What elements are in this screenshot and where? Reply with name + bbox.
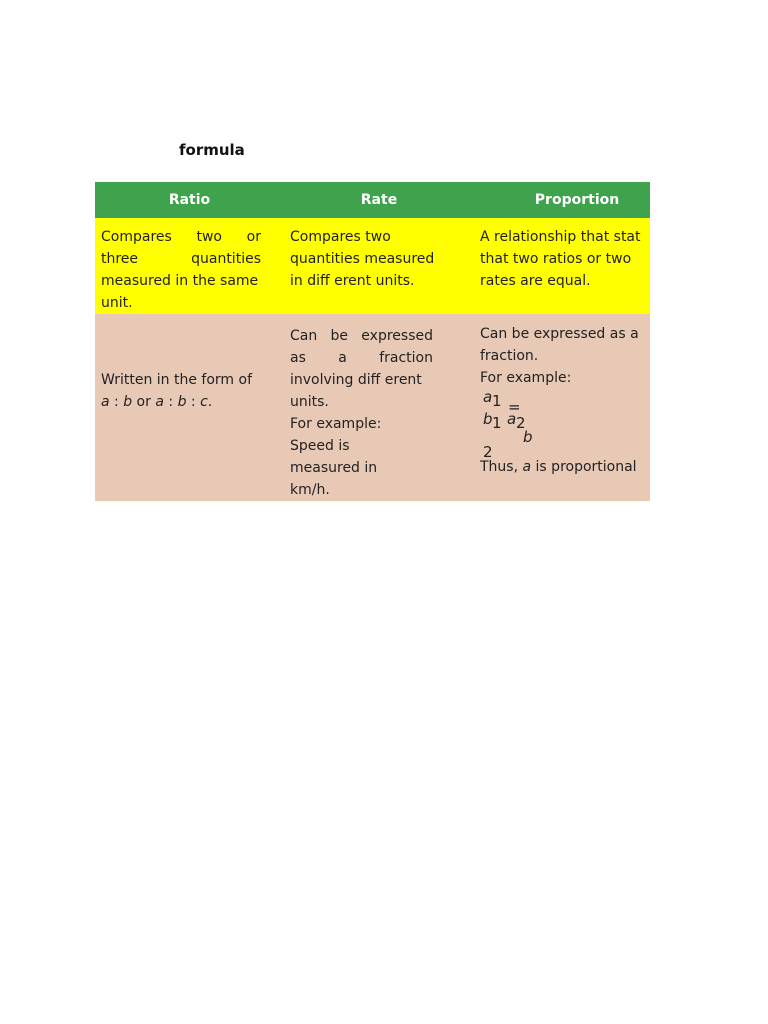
row2-rate-line3: involving diff erent — [290, 372, 422, 388]
word: or — [246, 229, 261, 245]
row2-rate-line6: Speed is — [290, 438, 350, 454]
colon: : — [163, 394, 178, 410]
comparison-table — [95, 182, 650, 501]
header-proportion-label: Proportion — [534, 192, 620, 208]
row2-proportion-text — [480, 323, 650, 389]
row1-proportion-text — [480, 226, 650, 292]
row2-rate-line5: For example: — [290, 416, 382, 432]
header-ratio: Ratio — [95, 182, 284, 218]
row2-rate-line7: measured in — [290, 460, 378, 476]
header-proportion — [474, 182, 650, 218]
row1-ratio-line1 — [101, 226, 261, 248]
word: fraction — [379, 350, 433, 366]
row1-prop-line2: that two ratios or two — [480, 251, 632, 267]
word: be — [330, 328, 349, 344]
period: . — [207, 394, 213, 410]
or-text: or — [132, 394, 156, 410]
row2-prop-line1: Can be expressed as a — [480, 326, 639, 342]
row1-ratio-text — [101, 226, 261, 314]
is-proportional-text: is proportional — [531, 459, 637, 475]
word: two — [196, 229, 222, 245]
colon: : — [186, 394, 201, 410]
word: Can — [290, 328, 318, 344]
fraction-a2-var: a — [507, 410, 517, 428]
header-rate: Rate — [284, 182, 474, 218]
word: a — [338, 350, 347, 366]
var-c: c — [200, 394, 208, 410]
fraction-equals: = — [508, 398, 521, 416]
row2-ratio-line2 — [101, 391, 281, 413]
word: Compares — [101, 229, 172, 245]
row2-ratio-line1: Written in the form of — [101, 372, 252, 388]
row1-ratio-line3: measured in the same — [101, 273, 259, 289]
row1-rate-line1: Compares two — [290, 229, 391, 245]
fraction-a1-var: a — [483, 388, 493, 406]
row1-prop-line3: rates are equal. — [480, 273, 591, 289]
fraction-a2-sub: 2 — [516, 414, 526, 432]
var-a: a — [101, 394, 110, 410]
var-a: a — [522, 459, 532, 475]
row2-rate-line1 — [290, 325, 433, 347]
var-a: a — [155, 394, 164, 410]
var-b: b — [177, 394, 187, 410]
fraction-b1-sub: 1 — [492, 414, 502, 432]
row1-ratio-line2 — [101, 248, 261, 270]
colon: : — [109, 394, 124, 410]
fraction-b1-var: b — [483, 410, 493, 428]
row2-rate-line2 — [290, 347, 433, 369]
word: expressed — [361, 328, 433, 344]
row2-rate-line8: km/h. — [290, 482, 330, 498]
fraction-b2-var: b — [523, 428, 533, 446]
word: three — [101, 251, 139, 267]
word: quantities — [191, 251, 261, 267]
row2-rate-text — [290, 325, 433, 501]
word: as — [290, 350, 306, 366]
row2-prop-line3: For example: — [480, 370, 572, 386]
row1-rate-line3: in diff erent units. — [290, 273, 415, 289]
fraction-a1-sub: 1 — [492, 392, 502, 410]
row2-prop-line2: fraction. — [480, 348, 539, 364]
fraction-b2-sub: 2 — [483, 443, 493, 461]
row2-rate-line4: units. — [290, 394, 329, 410]
row2-prop-thus — [480, 456, 650, 478]
heading-formula: formula — [179, 141, 245, 159]
row1-ratio-line4: unit. — [101, 295, 133, 311]
thus-text: Thus, — [480, 459, 523, 475]
row1-rate-text — [290, 226, 470, 292]
row1-prop-line1: A relationship that stat — [480, 229, 641, 245]
var-b: b — [123, 394, 133, 410]
row1-rate-line2: quantities measured — [290, 251, 435, 267]
row2-ratio-text — [101, 369, 281, 413]
